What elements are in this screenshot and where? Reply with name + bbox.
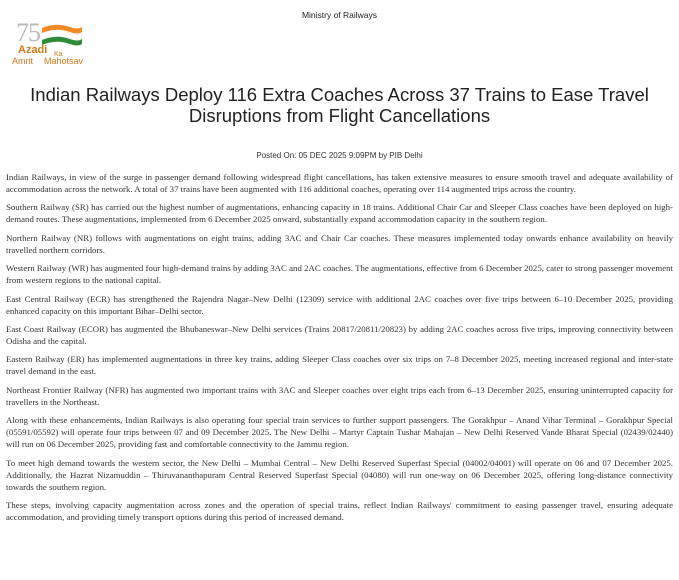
logo-azadi-text: Azadi [18,44,48,56]
article-body [6,171,673,529]
paragraph-intro: Indian Railways, in view of the surge in passenger demand following widespread flight cancellations, has taken extensive measures to ensure smooth travel and adequate availability of accommodation across the network. A total of 37 trains have been augmented with 116 additional coaches, operating over 114 augmented trips across the country. [6,172,673,194]
article-title: Indian Railways Deploy 116 Extra Coaches Across 37 Trains to Ease Travel Disruptions from Flight Cancellations [30,84,649,126]
azadi-ka-amrit-mahotsav-logo [6,18,86,74]
paragraph-special-trains: Along with these enhancements, Indian Railways is also operating four special train services to further support passengers. The Gorakhpur – Anand Vihar Terminal – Gorakhpur Special (05591/05592) will operate four trips between 07 and 09 December 2025. The New Delhi – Martyr Captain Tushar Mahajan – New Delhi Reserved Vande Bharat Special (02439/02440) will run on 06 December 2025, providing fast and comfortable connectivity to the Jammu region. [6,415,673,450]
paragraph-east-coast-railway: East Coast Railway (ECOR) has augmented the Bhubaneswar–New Delhi services (Trains 20817/20811/20823) by adding 2AC coaches across five trips, improving connectivity between Odisha and the capital. [6,323,673,346]
logo-mahotsav-text: Mahotsav [44,56,84,66]
logo-75-number: 75 [16,18,40,47]
paragraph-western-sector: To meet high demand towards the western sector, the New Delhi – Mumbai Central – New Delhi Reserved Superfast Special (04002/04001) will operate on 06 and 07 December 2025. Additionally, the Hazrat Nizamuddin – Thiruvananthapuram Central Reserved Superfast Special (04080) will run one-way on 06 December 2025, offering long-distance connectivity towards the southern region. [6,457,673,492]
posted-on-line: Posted On: 05 DEC 2025 9:09PM by PIB Delhi [256,151,423,160]
paragraph-southern-railway: Southern Railway (SR) has carried out the highest number of augmentations, enhancing capacity in 18 trains. Additional Chair Car and Sleeper Class coaches have been deployed on high-demand routes. These augmentations, implemented from 6 December 2025 onward, substantially expand accommodation capacity in the southern region. [6,202,673,225]
paragraph-conclusion: These steps, involving capacity augmentation across zones and the operation of special trains, reflect Indian Railways' commitment to easing passenger travel, ensuring adequate accommodation, and providing timely transport options during this period of increased demand. [6,499,673,522]
paragraph-northeast-frontier-railway: Northeast Frontier Railway (NFR) has augmented two important trains with 3AC and Sleeper coaches over eight trips each from 6–13 December 2025, ensuring uninterrupted capacity for travellers in the Northeast. [6,384,673,407]
paragraph-east-central-railway: East Central Railway (ECR) has strengthened the Rajendra Nagar–New Delhi (12309) service with additional 2AC coaches over five trips between 6–10 December 2025, providing enhanced capacity on this important Bihar–Delhi sector. [6,293,673,316]
paragraph-eastern-railway: Eastern Railway (ER) has implemented augmentations in three key trains, adding Sleeper Class coaches over six trips on 7–8 December 2025, meeting increased regional and inter-state travel demand in the east. [6,354,673,377]
paragraph-western-railway: Western Railway (WR) has augmented four high-demand trains by adding 3AC and 2AC coaches. The augmentations, effective from 6 December 2025, cater to strong passenger movement from western regions to the national capital. [6,263,673,286]
logo-amrit-text: Amrit [12,56,33,66]
tricolour-flag-icon [40,24,84,46]
logo-ka-text: Ka [54,51,63,58]
ministry-name: Ministry of Railways [301,10,378,20]
paragraph-northern-railway: Northern Railway (NR) follows with augmentations on eight trains, adding 3AC and Chair Car coaches. These measures implemented today onwards enhance availability on heavily travelled northern corridors. [6,232,673,255]
